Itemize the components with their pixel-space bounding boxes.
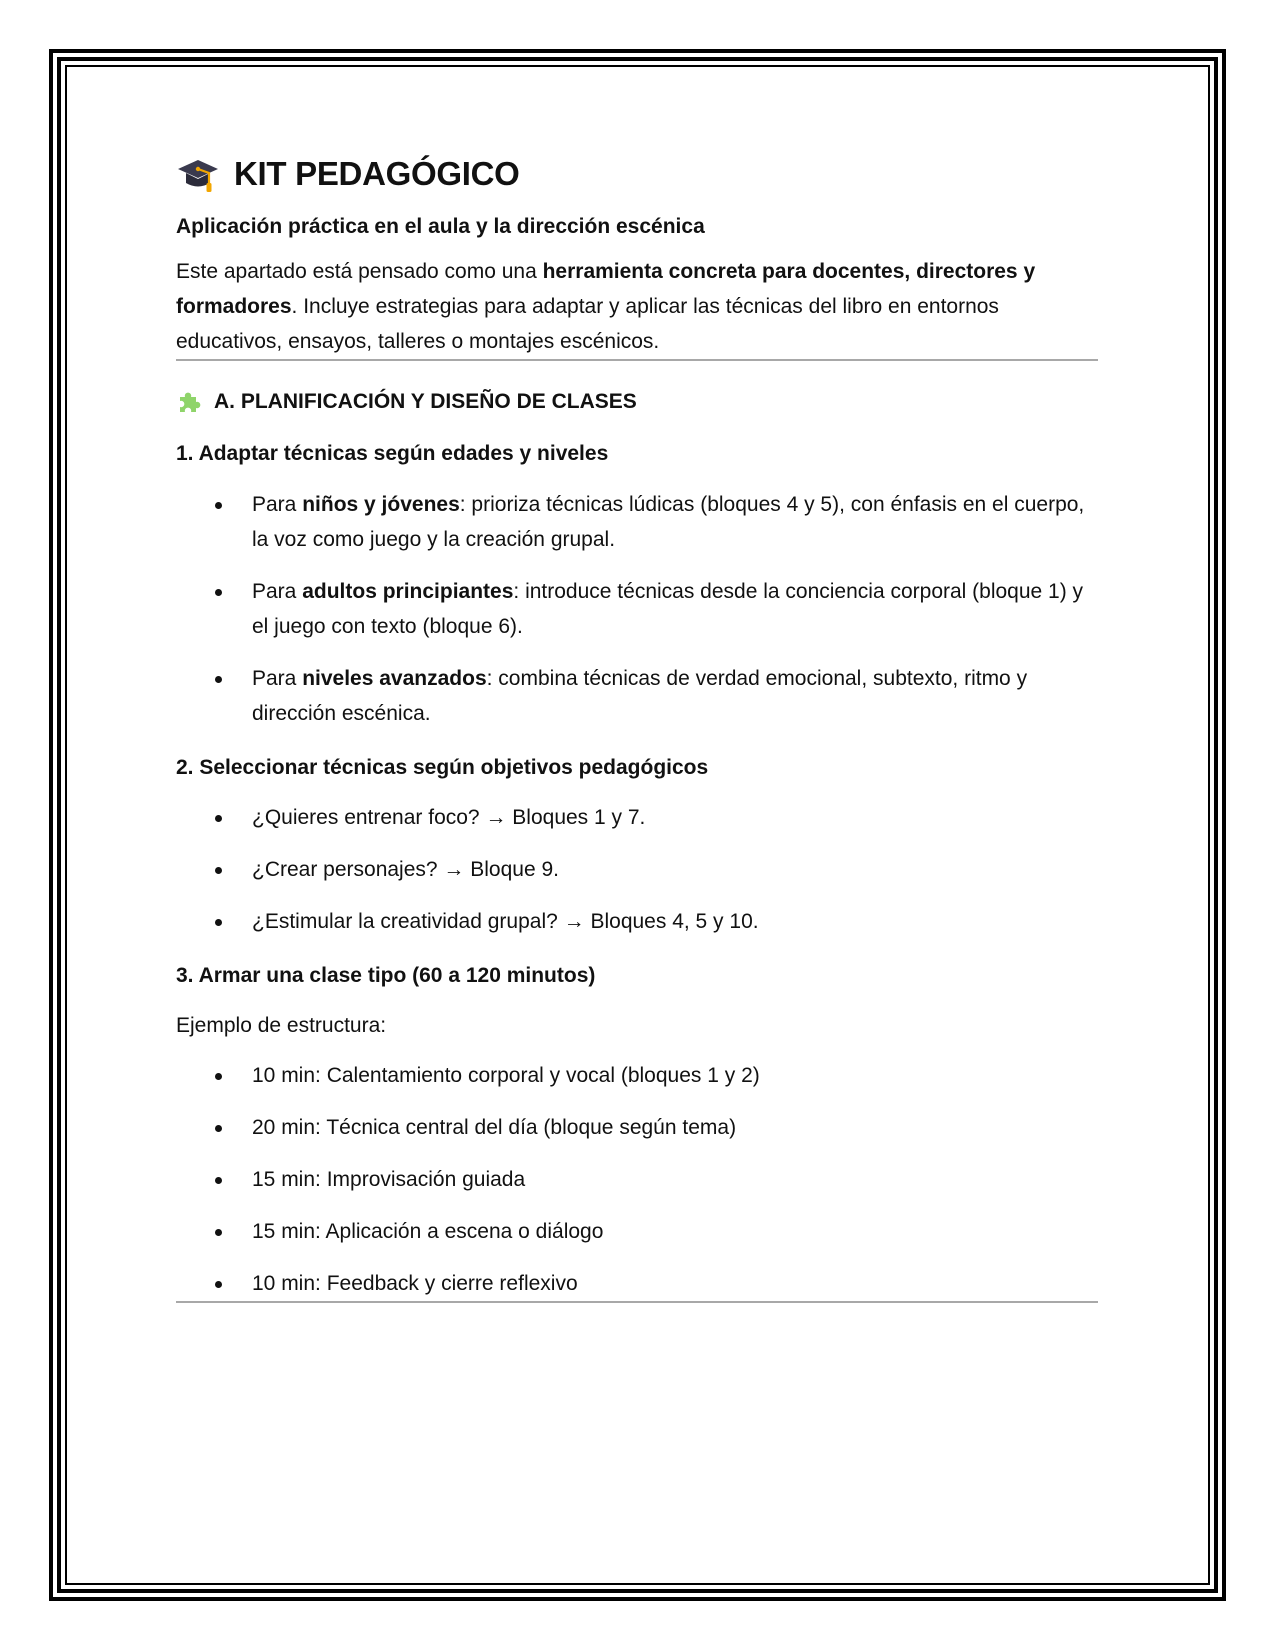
divider-top: [176, 359, 1098, 361]
structure-lead: Ejemplo de estructura:: [176, 1014, 387, 1037]
list-item: [176, 574, 1098, 644]
item-bold: adultos principiantes: [302, 580, 514, 603]
divider-bottom: [176, 1301, 1098, 1303]
item-post: : introduce técnicas desde la conciencia corporal (bloque 1) y el juego con texto (bloque 6).: [252, 580, 1084, 638]
page-subtitle: Aplicación práctica en el aula y la dirección escénica: [176, 215, 705, 238]
item-post: : combina técnicas de verdad emocional, subtexto, ritmo y dirección escénica.: [252, 667, 1028, 725]
intro-paragraph: [176, 254, 1098, 359]
intro-emphasis: herramienta concreta para docentes, directores y formadores: [176, 260, 1036, 318]
subheading-2: 2. Seleccionar técnicas según objetivos pedagógicos: [176, 756, 709, 779]
item-bold: niveles avanzados: [302, 667, 487, 690]
intro-lead: Este apartado está pensado como una: [176, 260, 543, 283]
graduation-cap-icon: [176, 154, 220, 194]
item-bold: niños y jóvenes: [302, 493, 460, 516]
subheading-3: 3. Armar una clase tipo (60 a 120 minutos): [176, 964, 596, 987]
item-pre: Para: [252, 580, 303, 603]
page-title: [176, 150, 1098, 198]
item-pre: Para: [252, 667, 303, 690]
list-item: 20 min: Técnica central del día (bloque según tema): [176, 1110, 1098, 1145]
list-item: ¿Quieres entrenar foco? → Bloques 1 y 7.: [176, 800, 1098, 835]
page-title-text: KIT PEDAGÓGICO: [234, 155, 520, 192]
class-structure-list: [176, 1058, 1098, 1301]
list-item: 10 min: Calentamiento corporal y vocal (bloques 1 y 2): [176, 1058, 1098, 1093]
list-item: ¿Estimular la creatividad grupal? → Bloques 4, 5 y 10.: [176, 904, 1098, 939]
intro-tail: . Incluye estrategias para adaptar y aplicar las técnicas del libro en entornos educativos, ensayos, talleres o montajes escénicos.: [176, 295, 999, 353]
puzzle-piece-icon: [176, 389, 202, 415]
item-post: : prioriza técnicas lúdicas (bloques 4 y 5), con énfasis en el cuerpo, la voz como juego y la creación grupal.: [252, 493, 1085, 551]
subheading-1: 1. Adaptar técnicas según edades y niveles: [176, 442, 609, 465]
list-item: [176, 487, 1098, 557]
list-item: 15 min: Aplicación a escena o diálogo: [176, 1214, 1098, 1249]
section-a-title: [176, 387, 1098, 417]
age-level-list: [176, 487, 1098, 731]
section-a-title-text: A. PLANIFICACIÓN Y DISEÑO DE CLASES: [214, 390, 637, 413]
list-item: 15 min: Improvisación guiada: [176, 1162, 1098, 1197]
list-item: ¿Crear personajes? → Bloque 9.: [176, 852, 1098, 887]
item-pre: Para: [252, 493, 303, 516]
list-item: 10 min: Feedback y cierre reflexivo: [176, 1266, 1098, 1301]
list-item: [176, 661, 1098, 731]
objectives-list: [176, 800, 1098, 939]
document-body: [176, 150, 1098, 1303]
